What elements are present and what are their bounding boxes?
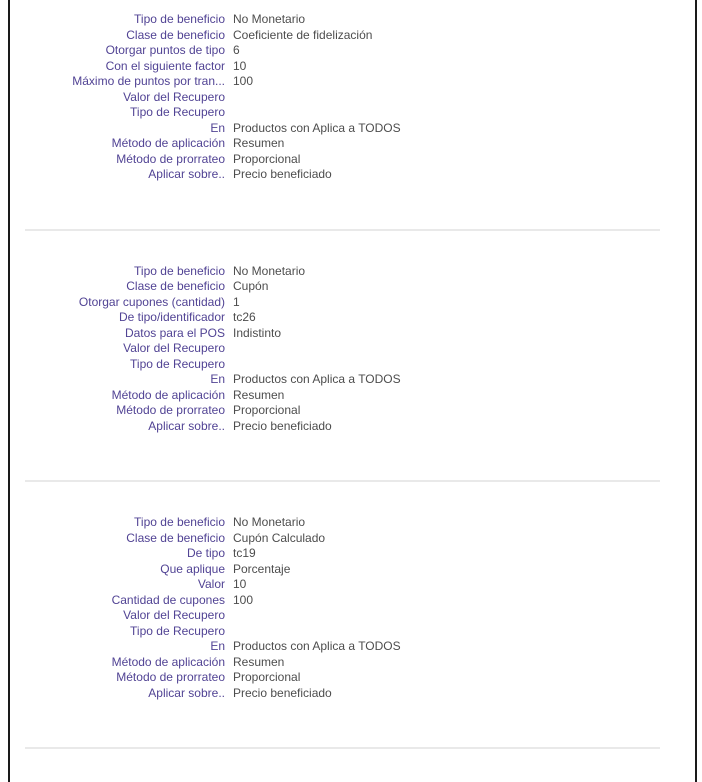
field-label: Método de prorrateo (116, 670, 225, 684)
field-row (10, 562, 695, 578)
field-label: Tipo de Recupero (130, 105, 225, 119)
field-label: Tipo de beneficio (134, 515, 225, 529)
field-value: 100 (233, 74, 254, 88)
field-value: Proporcional (233, 670, 301, 684)
field-row (10, 531, 695, 547)
field-row (10, 419, 695, 435)
field-value: Precio beneficiado (233, 167, 332, 181)
field-row (10, 639, 695, 655)
field-row (10, 357, 695, 373)
field-row (10, 310, 695, 326)
field-row (10, 686, 695, 702)
field-value: 6 (233, 43, 240, 57)
field-label: Clase de beneficio (126, 530, 225, 545)
field-value: Indistinto (233, 325, 282, 340)
field-value: tc26 (233, 310, 256, 324)
field-label: Tipo de beneficio (134, 12, 225, 26)
field-label: Método de aplicación (111, 654, 225, 669)
field-row (10, 264, 695, 280)
field-value: Proporcional (233, 403, 301, 417)
field-value: Productos con Aplica a TODOS (233, 639, 401, 653)
field-label: Método de aplicación (111, 387, 225, 402)
field-value: Resumen (233, 136, 285, 150)
section-divider (25, 480, 660, 482)
field-label: Aplicar sobre.. (148, 167, 225, 181)
field-row (10, 279, 695, 295)
field-value: 10 (233, 577, 247, 591)
field-label: Valor del Recupero (123, 89, 225, 104)
field-row (10, 152, 695, 168)
field-label: En (210, 120, 225, 135)
section-divider (25, 747, 660, 749)
panel-content (10, 0, 695, 749)
field-value: Productos con Aplica a TODOS (233, 372, 401, 386)
field-row (10, 74, 695, 90)
field-label: Tipo de Recupero (130, 623, 225, 638)
field-value: Cupón Calculado (233, 530, 326, 545)
field-value: tc19 (233, 546, 256, 560)
benefit-section-3 (10, 515, 695, 701)
field-label: Otorgar cupones (cantidad) (78, 294, 225, 309)
field-label: En (210, 639, 225, 653)
field-row (10, 105, 695, 121)
field-value: 100 (233, 592, 254, 607)
field-row (10, 121, 695, 137)
field-row (10, 593, 695, 609)
field-value: No Monetario (233, 515, 306, 529)
field-value: Precio beneficiado (233, 685, 332, 700)
field-label: Valor del Recupero (123, 341, 225, 355)
field-label: Clase de beneficio (126, 27, 225, 42)
field-value: Resumen (233, 654, 285, 669)
field-value: Porcentaje (233, 561, 291, 576)
field-row (10, 43, 695, 59)
field-row (10, 624, 695, 640)
benefit-section-1 (10, 12, 695, 183)
benefit-detail-panel (8, 0, 697, 782)
field-label: Tipo de Recupero (130, 356, 225, 371)
field-label: Aplicar sobre.. (148, 685, 225, 700)
field-label: Cantidad de cupones (111, 592, 225, 607)
field-row (10, 28, 695, 44)
field-row (10, 326, 695, 342)
field-label: En (210, 372, 225, 386)
field-row (10, 167, 695, 183)
field-value: Coeficiente de fidelización (233, 27, 373, 42)
field-value: 10 (233, 58, 247, 73)
field-row (10, 295, 695, 311)
field-label: Tipo de beneficio (134, 263, 225, 278)
field-label: Método de prorrateo (116, 403, 225, 417)
field-value: Resumen (233, 387, 285, 402)
field-label: Clase de beneficio (126, 279, 225, 293)
field-label: Otorgar puntos de tipo (105, 43, 225, 57)
field-value: No Monetario (233, 263, 306, 278)
field-value: 1 (233, 294, 240, 309)
field-row (10, 388, 695, 404)
section-divider (25, 229, 660, 231)
field-row (10, 59, 695, 75)
field-label: Con el siguiente factor (105, 58, 225, 73)
field-row (10, 372, 695, 388)
field-label: Que aplique (160, 561, 225, 576)
field-row (10, 341, 695, 357)
field-row (10, 515, 695, 531)
field-row (10, 12, 695, 28)
field-label: De tipo (186, 546, 225, 560)
field-row (10, 546, 695, 562)
field-label: De tipo/identificador (118, 310, 225, 324)
field-row (10, 136, 695, 152)
field-row (10, 90, 695, 106)
field-row (10, 670, 695, 686)
field-value: Precio beneficiado (233, 418, 332, 433)
field-value: Cupón (233, 279, 269, 293)
benefit-section-2 (10, 264, 695, 435)
field-value: No Monetario (233, 12, 306, 26)
field-value: Productos con Aplica a TODOS (233, 120, 401, 135)
field-row (10, 577, 695, 593)
field-row (10, 403, 695, 419)
field-label: Datos para el POS (124, 325, 225, 340)
field-row (10, 608, 695, 624)
field-label: Método de prorrateo (116, 151, 225, 166)
field-label: Valor (197, 577, 225, 591)
field-row (10, 655, 695, 671)
field-label: Máximo de puntos por tran... (72, 74, 225, 88)
field-value: Proporcional (233, 151, 301, 166)
field-label: Método de aplicación (111, 136, 225, 150)
field-label: Aplicar sobre.. (148, 418, 225, 433)
field-label: Valor del Recupero (123, 608, 225, 622)
